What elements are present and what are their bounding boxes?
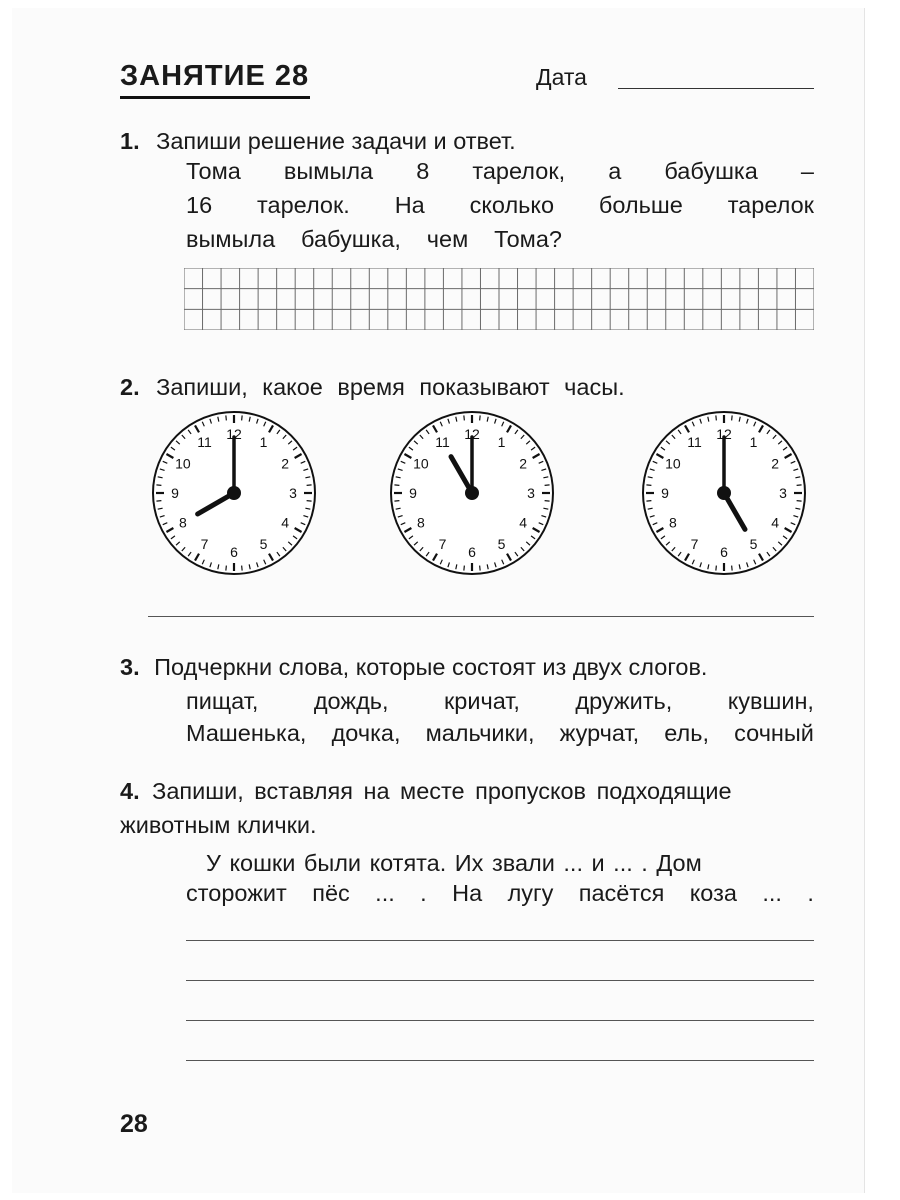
- minute-tick: [797, 501, 802, 502]
- dial-number: 5: [749, 536, 758, 553]
- word: 8: [416, 158, 430, 184]
- clock-3: [641, 410, 807, 576]
- word: пищат,: [186, 688, 259, 714]
- word: больше: [598, 192, 683, 218]
- word: а: [608, 158, 622, 184]
- word: чем: [426, 226, 469, 252]
- dial-number: 7: [200, 536, 209, 553]
- dial-number: 5: [497, 536, 506, 553]
- word: На: [452, 880, 483, 906]
- word: журчат,: [559, 720, 640, 746]
- dial-number: 4: [519, 514, 527, 531]
- task4-instruction-line-2: животным клички.: [120, 812, 317, 838]
- minute-tick: [464, 415, 465, 420]
- task3-words-line-1: [186, 688, 814, 715]
- task4-answer-line-2[interactable]: [186, 980, 814, 981]
- word: пасётся: [578, 880, 665, 906]
- dial-number: 2: [281, 455, 289, 472]
- dial-number: 9: [661, 485, 669, 501]
- word: бабушка,: [301, 226, 401, 252]
- dial-number: 10: [665, 455, 681, 472]
- word: мальчики,: [425, 720, 535, 746]
- dial-number: 8: [669, 514, 677, 531]
- dial-number: 2: [519, 455, 527, 472]
- dial-number: 11: [435, 433, 450, 450]
- word: Тома?: [494, 226, 562, 252]
- minute-tick: [394, 485, 399, 486]
- minute-tick: [646, 501, 651, 502]
- word: ель,: [664, 720, 710, 746]
- minute-tick: [156, 485, 161, 486]
- word: Тома: [186, 158, 241, 184]
- task4-answer-line-1[interactable]: [186, 940, 814, 941]
- word: кувшин,: [727, 688, 814, 714]
- minute-tick: [226, 566, 227, 571]
- dial-number: 5: [259, 536, 268, 553]
- lesson-title: ЗАНЯТИЕ 28: [120, 60, 310, 92]
- clock-center: [465, 486, 479, 500]
- dial-number: 12: [226, 426, 242, 442]
- dial-number: 7: [690, 536, 699, 553]
- date-input-line[interactable]: [618, 88, 814, 89]
- word: бабушка: [664, 158, 758, 184]
- task1-problem-line-3: [186, 226, 562, 253]
- dial-number: 3: [527, 485, 535, 501]
- minute-tick: [545, 501, 550, 502]
- minute-tick: [307, 501, 312, 502]
- word: На: [394, 192, 425, 218]
- word: сколько: [469, 192, 555, 218]
- dial-number: 3: [289, 485, 297, 501]
- task3-words-line-2: [186, 720, 814, 747]
- dial-number: 10: [413, 455, 429, 472]
- dial-number: 11: [197, 433, 212, 450]
- task2-heading: [120, 370, 625, 404]
- minute-tick: [226, 415, 227, 420]
- dial-number: 9: [409, 485, 417, 501]
- dial-number: 1: [749, 433, 758, 450]
- dial-number: 10: [175, 455, 191, 472]
- clock-1: [151, 410, 317, 576]
- dial-number: 11: [687, 433, 702, 450]
- word: тарелок,: [472, 158, 566, 184]
- word: сторожит: [186, 880, 287, 906]
- task4-heading: [120, 774, 732, 808]
- word: лугу: [507, 880, 554, 906]
- dial-number: 8: [417, 514, 425, 531]
- task3-heading: [120, 650, 707, 684]
- dial-number: 6: [720, 544, 728, 560]
- word: вымыла: [186, 226, 276, 252]
- clock-center: [717, 486, 731, 500]
- minute-tick: [716, 566, 717, 571]
- word: сочный: [734, 720, 814, 746]
- dial-number: 7: [438, 536, 447, 553]
- minute-tick: [242, 566, 243, 571]
- clock-center: [227, 486, 241, 500]
- word: вымыла: [283, 158, 374, 184]
- dial-number: 4: [771, 514, 779, 531]
- task1-problem-line-1: [186, 158, 814, 185]
- dial-number: 6: [468, 544, 476, 560]
- dial-number: 12: [716, 426, 732, 442]
- task2-answer-line[interactable]: [148, 616, 814, 617]
- minute-tick: [307, 485, 312, 486]
- task4-answer-line-3[interactable]: [186, 1020, 814, 1021]
- dial-number: 1: [497, 433, 506, 450]
- word: коза: [689, 880, 737, 906]
- clock-2: [389, 410, 555, 576]
- minute-tick: [242, 415, 243, 420]
- word: дождь,: [313, 688, 389, 714]
- task3-number: 3.: [120, 654, 140, 680]
- word: .: [420, 880, 427, 906]
- task1-problem-line-2: [186, 192, 814, 219]
- minute-tick: [480, 415, 481, 420]
- date-label: Дата: [536, 64, 587, 90]
- task1-heading: [120, 124, 516, 158]
- dial-number: 1: [259, 433, 268, 450]
- word: ...: [375, 880, 395, 906]
- dial-number: 9: [171, 485, 179, 501]
- word: кричат,: [443, 688, 520, 714]
- dial-number: 8: [179, 514, 187, 531]
- dial-number: 3: [779, 485, 787, 501]
- task2-number: 2.: [120, 374, 140, 400]
- page-number: 28: [120, 1110, 148, 1138]
- task3-instruction: Подчеркни слова, которые состоят из двух слогов.: [154, 654, 708, 680]
- dial-number: 4: [281, 514, 289, 531]
- minute-tick: [480, 566, 481, 571]
- task4-instruction-line-1: Запиши, вставляя на месте пропусков подходящие: [152, 778, 732, 804]
- word: ...: [762, 880, 782, 906]
- task4-number: 4.: [120, 778, 140, 804]
- minute-tick: [716, 415, 717, 420]
- word: дружить,: [575, 688, 673, 714]
- minute-tick: [732, 566, 733, 571]
- dial-number: 2: [771, 455, 779, 472]
- minute-tick: [732, 415, 733, 420]
- word: –: [800, 158, 814, 184]
- word: .: [807, 880, 814, 906]
- word: тарелок: [727, 192, 814, 218]
- word: Машенька,: [186, 720, 307, 746]
- minute-tick: [394, 501, 399, 502]
- word: дочка,: [331, 720, 401, 746]
- workbook-page: [12, 8, 865, 1193]
- title-underline: [120, 96, 310, 99]
- minute-tick: [797, 485, 802, 486]
- minute-tick: [646, 485, 651, 486]
- task4-answer-line-4[interactable]: [186, 1060, 814, 1061]
- dial-number: 12: [464, 426, 480, 442]
- minute-tick: [156, 501, 161, 502]
- word: пёс: [312, 880, 350, 906]
- task4-text-line-1: У кошки были котята. Их звали ... и ... . Дом: [206, 850, 702, 876]
- minute-tick: [464, 566, 465, 571]
- dial-number: 6: [230, 544, 238, 560]
- answer-grid[interactable]: [184, 268, 814, 330]
- word: 16: [186, 192, 213, 218]
- word: тарелок.: [257, 192, 350, 218]
- minute-tick: [545, 485, 550, 486]
- task2-instruction: Запиши, какое время показывают часы.: [156, 374, 625, 400]
- task1-instruction: Запиши решение задачи и ответ.: [156, 128, 516, 154]
- task1-number: 1.: [120, 128, 140, 154]
- task4-text-line-2: [186, 880, 814, 907]
